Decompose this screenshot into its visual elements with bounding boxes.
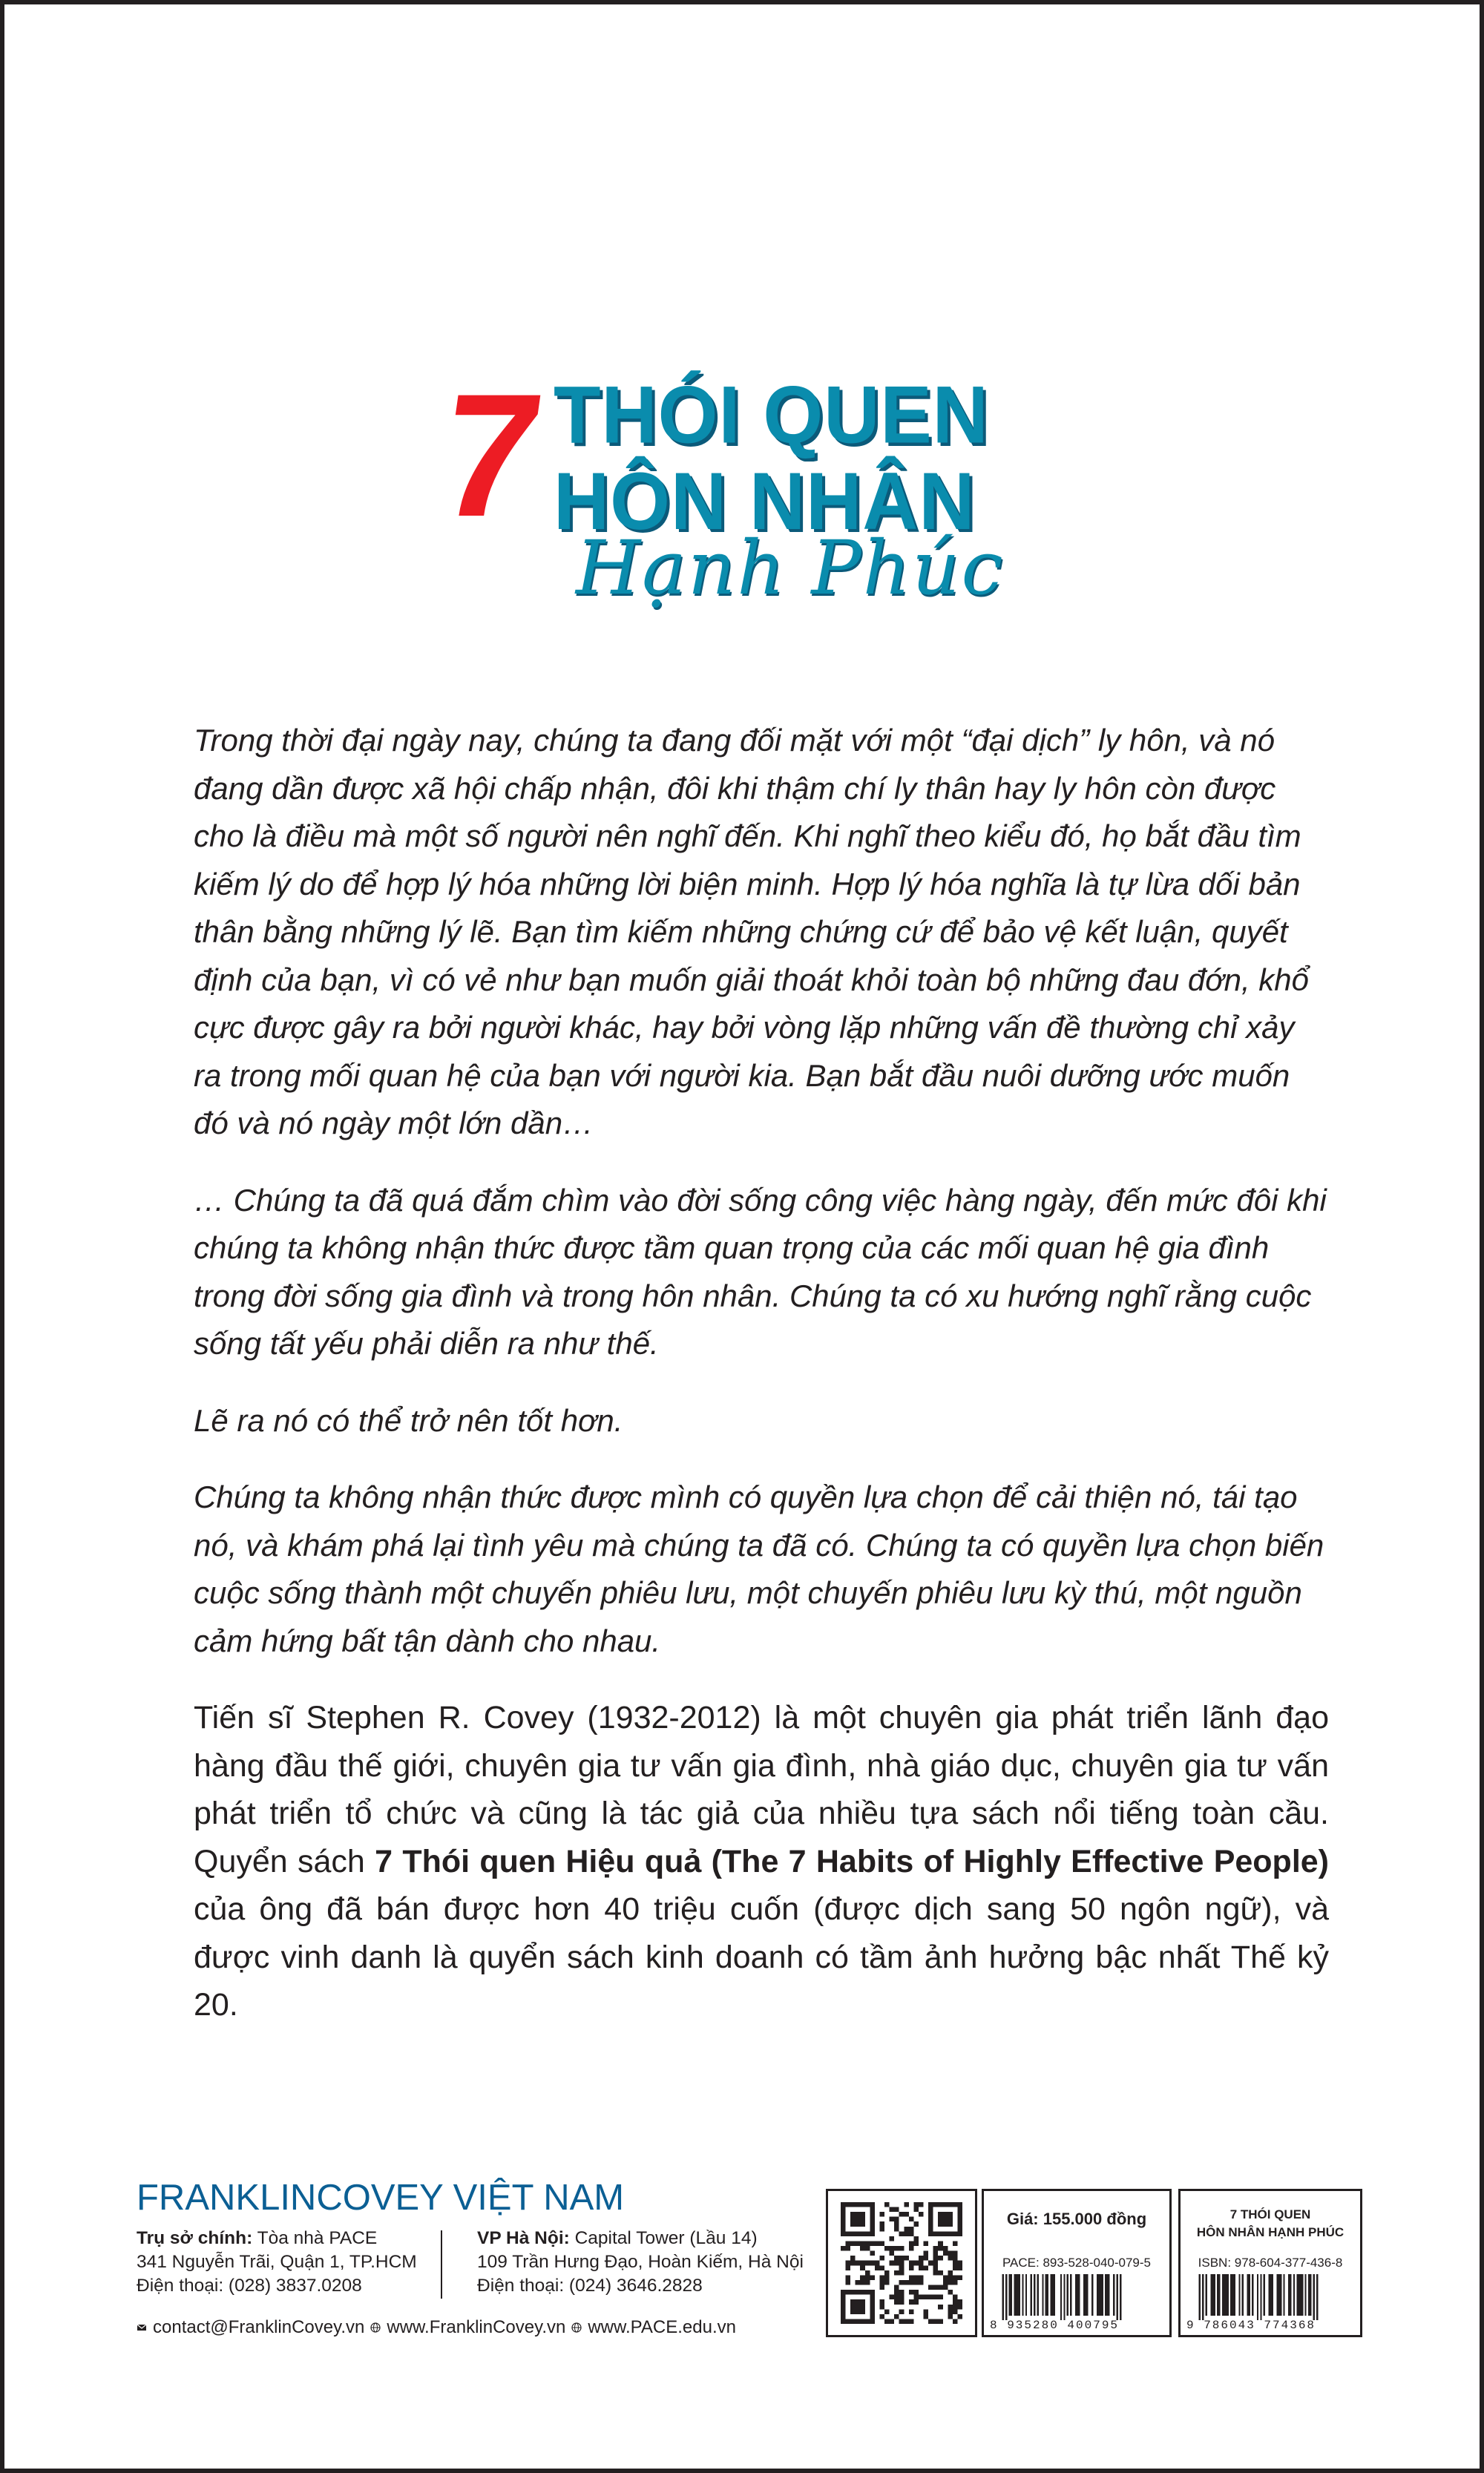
isbn-box [1178, 2189, 1362, 2337]
publisher-name: FRANKLINCOVEY VIỆT NAM [137, 2178, 625, 2218]
hanoi-address [477, 2227, 804, 2298]
author-bio [194, 1694, 1329, 2029]
isbn-number: ISBN: 978-604-377-436-8 [1198, 2256, 1343, 2270]
pace-code: PACE: 893-528-040-079-5 [1002, 2256, 1152, 2270]
price: Giá: 155.000 đồng [1006, 2210, 1147, 2228]
hanoi-line-1: Capital Tower (Lầu 14) [569, 2228, 758, 2248]
isbn-title-1: 7 THÓI QUEN [1229, 2207, 1311, 2221]
barcode [1194, 2274, 1351, 2320]
contact-row [137, 2317, 736, 2338]
isbn-title-2: HÔN NHÂN HẠNH PHÚC [1196, 2225, 1345, 2239]
hanoi-phone: Điện thoại: (024) 3646.2828 [477, 2276, 703, 2296]
hq-phone: Điện thoại: (028) 3837.0208 [137, 2276, 362, 2296]
mail-icon [137, 2322, 147, 2333]
paragraph: Trong thời đại ngày nay, chúng ta đang đối mặt với một “đại dịch” ly hôn, và nó đang dần được xã hội chấp nhận, đôi khi thậm chí ly thân hay ly hôn còn được cho là điều mà một số người nên nghĩ đến. Khi nghĩ theo kiểu đó, họ bắt đầu tìm kiếm lý do để hợp lý hóa những lời biện minh. Hợp lý hóa nghĩa là tự lừa dối bản thân bằng những lý lẽ. Bạn tìm kiếm những chứng cứ để bảo vệ kết luận, quyết định của bạn, vì có vẻ như bạn muốn giải thoát khỏi toàn bộ những đau đớn, khổ cực được gây ra bởi người khác, hay bởi vòng lặp những vấn đề thường chỉ xảy ra trong mối quan hệ của bạn với người kia. Bạn bắt đầu nuôi dưỡng ước muốn đó và nó ngày một lớn dần… [194, 723, 1310, 1140]
barcode-digits: 9 786043 774368 [1186, 2319, 1316, 2332]
contact-website[interactable]: www.FranklinCovey.vn [387, 2317, 566, 2337]
paragraph: Lẽ ra nó có thể trở nên tốt hơn. [194, 1402, 623, 1438]
title-line-1: THÓI QUEN [554, 370, 989, 461]
hq-line-1: Tòa nhà PACE [252, 2228, 378, 2248]
hq-label: Trụ sở chính: [137, 2228, 253, 2248]
globe-icon [370, 2322, 381, 2333]
title-line-2: HÔN NHÂN [554, 456, 976, 547]
barcode-digits: 8 935280 400795 [990, 2319, 1120, 2332]
contact-email[interactable]: contact@FranklinCovey.vn [153, 2317, 365, 2337]
barcode [997, 2274, 1155, 2320]
book-reference: 7 Thói quen Hiệu quả (The 7 Habits of Highly Effective People) [375, 1843, 1329, 1879]
title-number: 7 [428, 358, 549, 554]
hq-line-2: 341 Nguyễn Trãi, Quận 1, TP.HCM [137, 2252, 417, 2272]
paragraph: Chúng ta không nhận thức được mình có quyền lựa chọn để cải thiện nó, tái tạo nó, và khám phá lại tình yêu mà chúng ta đã có. Chúng ta có quyền lựa chọn biến cuộc sống thành một chuyến phiêu lưu, một chuyến phiêu lưu kỳ thú, một nguồn cảm hứng bất tận dành cho nhau. [194, 1479, 1324, 1658]
blurb [194, 717, 1329, 2058]
contact-website-pace[interactable]: www.PACE.edu.vn [588, 2317, 736, 2337]
qr-code-box [826, 2189, 977, 2337]
hq-address [137, 2227, 417, 2298]
hanoi-line-2: 109 Trần Hưng Đạo, Hoàn Kiếm, Hà Nội [477, 2252, 804, 2272]
title-script-line: Hạnh Phúc [576, 525, 1005, 611]
book-back-cover [4, 4, 1480, 2469]
paragraph: … Chúng ta đã quá đắm chìm vào đời sống công việc hàng ngày, đến mức đôi khi chúng ta không nhận thức được tầm quan trọng của các mối quan hệ gia đình trong đời sống gia đình và trong hôn nhân. Chúng ta có xu hướng nghĩ rằng cuộc sống tất yếu phải diễn ra như thế. [194, 1182, 1327, 1361]
author-bio-text: Tiến sĩ Stephen R. Covey (1932-2012) là một chuyên gia phát triển lãnh đạo hàng đầu thế giới, chuyên gia tư vấn gia đình, nhà giáo dục, chuyên gia tư vấn phát triển tổ chức và cũng là tác giả của nhiều tựa sách nổi tiếng toàn cầu. Quyển sách [194, 1700, 1329, 1879]
qr-code[interactable] [841, 2201, 962, 2325]
price-box [982, 2189, 1172, 2337]
author-bio-text: của ông đã bán được hơn 40 triệu cuốn (được dịch sang 50 ngôn ngữ), và được vinh danh là quyển sách kinh doanh có tầm ảnh hưởng bậc nhất Thế kỷ 20. [194, 1891, 1329, 2023]
hanoi-label: VP Hà Nội: [477, 2228, 570, 2248]
globe-icon [571, 2322, 582, 2333]
address-divider [441, 2230, 442, 2299]
book-title [428, 358, 1110, 650]
